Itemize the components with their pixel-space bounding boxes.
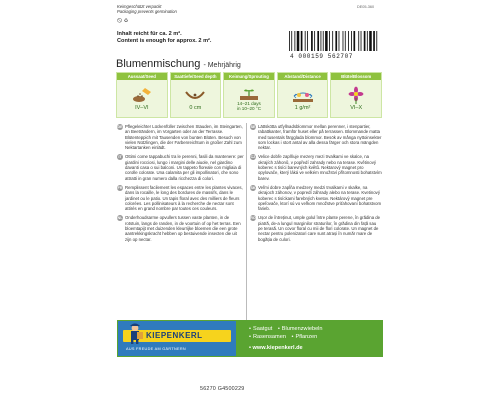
barcode-bar bbox=[301, 31, 303, 51]
brand-bullet: Saatgut bbox=[252, 326, 273, 332]
info-col-distance bbox=[277, 72, 329, 118]
barcode-bar bbox=[294, 31, 295, 51]
info-col-value: 0 cm bbox=[189, 105, 202, 111]
packaging-notes bbox=[117, 4, 177, 14]
language-text: Lättskötta utfyllnadsblommor mellan perenner, i stenpartier, rabattkanter, framför huset eller på terrassen. Blommande matta med tusentals färgglada blommor. Besök av många nyttoinsekter som lockas i stort antal av alla dessa färger och stora mängden nektar. bbox=[258, 124, 382, 151]
barcode-bar bbox=[353, 31, 355, 51]
language-column-left bbox=[117, 124, 244, 242]
language-block-it bbox=[117, 154, 244, 180]
barcode-bar bbox=[321, 31, 322, 51]
barcode-bar bbox=[373, 31, 375, 51]
bullet-icon: • bbox=[291, 334, 294, 340]
language-badge: RO bbox=[250, 216, 256, 221]
info-col-head: Abstand/Distance bbox=[278, 73, 328, 80]
language-column-right bbox=[250, 124, 382, 242]
language-block-sk bbox=[250, 185, 382, 211]
barcode-bar bbox=[314, 31, 315, 51]
language-block-nl bbox=[117, 215, 244, 241]
barcode-bar bbox=[325, 31, 328, 51]
language-text: Onderhoudsarme opvullers tussen vaste planten, in de rotstuin, langs de randen, in de voortuin of op het terras. Een bloemtapijt met duizenden kleurrijke bloemen die een grote aantrekkingskracht hebben op bestuivende insecten die uit zijn op nectar. bbox=[125, 215, 241, 242]
barcode-bar bbox=[329, 31, 330, 51]
brand-bullet: Blumenzwiebeln bbox=[281, 326, 323, 332]
barcode-bar bbox=[358, 31, 359, 51]
info-col-value: 1 g/m² bbox=[294, 105, 311, 111]
barcode-bar bbox=[291, 31, 292, 51]
brand-bullet: Rasensamen bbox=[252, 334, 286, 340]
brand-website[interactable]: www.kiepenkerl.de bbox=[252, 345, 303, 351]
info-col-value: IV–VI bbox=[135, 105, 149, 111]
barcode-bar bbox=[343, 31, 344, 51]
recycle-icons: 🛇 ♻ bbox=[117, 18, 129, 24]
barcode-bar bbox=[289, 31, 290, 51]
product-subtitle: - Mehrjährig bbox=[203, 62, 241, 69]
language-badge: SE bbox=[250, 125, 256, 129]
info-col-blossom bbox=[330, 72, 382, 118]
brand-bullet: Pflanzen bbox=[295, 334, 318, 340]
brand-tagline: AUS FREUDE AM GÄRTNERN bbox=[126, 347, 186, 351]
language-block-de bbox=[117, 124, 244, 150]
language-block-fr bbox=[117, 185, 244, 211]
language-block-ro bbox=[250, 215, 382, 241]
sprouting-icon bbox=[238, 86, 260, 100]
brand-name: KIEPENKERL bbox=[146, 331, 203, 340]
barcode-bar bbox=[305, 31, 306, 51]
info-col-value: 14–21 days in 10–20 °C bbox=[236, 100, 262, 111]
content-info-en: Content is enough for approx. 2 m². bbox=[117, 38, 212, 44]
info-col-head: Keimung/Sprouting bbox=[224, 73, 274, 80]
growing-info-table bbox=[116, 72, 382, 118]
column-divider bbox=[246, 123, 247, 320]
barcode-bar bbox=[323, 31, 324, 51]
packaging-note-de: Keimgeschützt verpackt bbox=[117, 4, 162, 9]
info-col-value: VI–X bbox=[350, 105, 363, 111]
barcode-bar bbox=[369, 31, 372, 51]
barcode-bar bbox=[376, 31, 377, 51]
brand-product-list bbox=[249, 325, 323, 341]
barcode-bar bbox=[361, 31, 362, 51]
product-title bbox=[116, 58, 241, 70]
barcode-bar bbox=[335, 31, 337, 51]
language-text: Ușor de întreținut, umple golul între plante perene, în grădina de piatră, de-a lungul marginilor straturilor, în grădina din față sau pe terasă. Un covor floral cu mii de flori colorate. Un magnet de nectar pentru polenizatori care sunt atrași în număr mare de bogăția de culori. bbox=[258, 215, 381, 242]
barcode-number: 4 000159 562707 bbox=[290, 53, 354, 60]
barcode-bar bbox=[307, 31, 308, 51]
bullet-icon: • bbox=[277, 326, 280, 332]
barcode-bar bbox=[332, 31, 333, 51]
barcode-bar bbox=[297, 31, 300, 51]
info-col-head: Aussaat/Seed bbox=[117, 73, 167, 80]
packaging-note-en: Packaging prevents germination bbox=[117, 9, 177, 15]
language-text: Veľmi dobre zapĺňa medzery medzi trvalkami v skalke, na okrajoch záhonov, v popredí záhrady alebo na terase. Kvetinový koberec s tisíckami farebných kvetov. Nektárový magnet pre opeľovače, ktorí sú vo veľkom množstve priťahovaní bohatstvom farieb. bbox=[258, 184, 382, 212]
bullet-icon: • bbox=[249, 326, 251, 332]
distance-icon bbox=[291, 86, 315, 104]
barcode-bar bbox=[339, 31, 340, 51]
language-block-cz bbox=[250, 154, 382, 180]
language-badge: NL bbox=[117, 216, 123, 221]
language-text: Ottimi come tappabuchi tra le perenni, fasili da mantenere: per giardini rocciosi, lungo i margini delle aiuole, nel giardino davanti casa o sui balconi. Un tappeto floreale con migliaia di corolle colorate. Una calamita per gli impollinatori, che sono attratti in gran numero dalla ricchezza di colori. bbox=[125, 154, 244, 181]
barcode-bar bbox=[311, 31, 313, 51]
barcode-bar bbox=[348, 31, 349, 51]
blossom-icon bbox=[345, 86, 367, 104]
sowing-calendar-icon bbox=[131, 86, 153, 104]
barcode-bar bbox=[367, 31, 368, 51]
language-text: Pflegeleichter Lückenfüller zwischen Stauden, im Steingarten, an Beeträndern, im Vorgarten oder an der Terrasse. Blütenteppich mit Tausenden von bunten Blüten. Besuch von vielen Nützlingen, die der Farbenreichtum in großer Zahl zum Nektartanken einlädt. bbox=[125, 124, 243, 151]
seed-depth-icon bbox=[184, 86, 206, 104]
language-badge: FR bbox=[117, 185, 123, 190]
bullet-icon: • bbox=[249, 345, 253, 351]
bullet-icon: • bbox=[249, 334, 251, 340]
gardener-mascot-icon bbox=[126, 323, 144, 345]
barcode-bar bbox=[345, 31, 346, 51]
barcode-bar bbox=[351, 31, 352, 51]
language-badge: DE bbox=[117, 125, 123, 129]
bottom-product-code: 56270 G4500229 bbox=[200, 386, 245, 392]
barcode-bar bbox=[364, 31, 366, 51]
product-title-main: Blumenmischung bbox=[116, 58, 201, 70]
info-col-sowing bbox=[116, 72, 168, 118]
info-col-head: Blüte/Blossom bbox=[331, 73, 381, 80]
info-col-sprouting bbox=[223, 72, 275, 118]
content-info-de: Inhalt reicht für ca. 2 m². bbox=[117, 31, 182, 37]
language-badge: CZ bbox=[250, 155, 256, 160]
info-col-head: Saattiefe/Seed depth bbox=[171, 73, 221, 80]
barcode-bar bbox=[317, 31, 319, 51]
info-col-depth bbox=[170, 72, 222, 118]
language-text: Remplissent facilement les espaces entre les plantes vivaces, dans la rocaille, le long des bordures de massifs, dans le jardinet ou le patio. Un tapis floral avec des milliers de fleurs colorées. Les pollinisateurs à la recherche de nectar sont attirés en grand nombre par toutes ces couleurs. bbox=[125, 184, 243, 212]
brand-website-link[interactable] bbox=[249, 345, 303, 351]
language-badge: SK bbox=[250, 185, 256, 190]
language-badge: IT bbox=[118, 155, 122, 160]
language-block-se bbox=[250, 124, 382, 150]
product-code-top: DE05-360 bbox=[357, 5, 375, 9]
language-text: Velice dobře zaplňuje mezery mezi trvalkami ve skalce, na okrajích záhonů, v popředí zahrady nebo na terase. Květinový koberec s tisíci barevných květů. Nektarový magnet pro opylovače, který láká ve velkém množství přítomnosti bohatstvím barev. bbox=[258, 154, 382, 181]
